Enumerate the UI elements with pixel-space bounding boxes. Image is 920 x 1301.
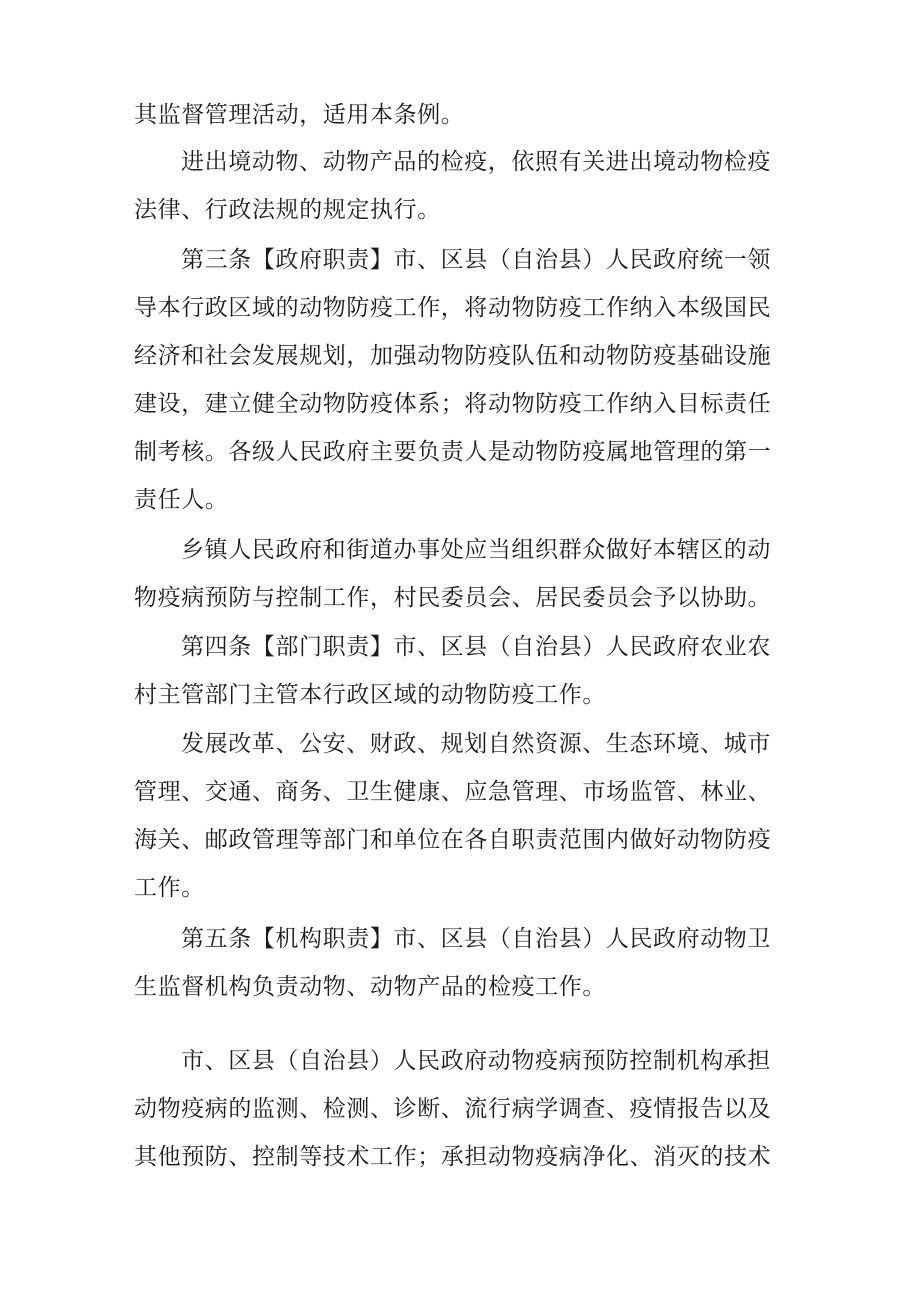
text-line: 制考核。各级人民政府主要负责人是动物防疫属地管理的第一: [134, 439, 772, 465]
paragraph-first-line: 进出境动物、动物产品的检疫，依照有关进出境动物检疫: [181, 149, 771, 175]
text-line: 海关、邮政管理等部门和单位在各自职责范围内做好动物防疫: [134, 827, 772, 853]
article-5-heading-line: 第五条【机构职责】市、区县（自治县）人民政府动物卫: [181, 926, 771, 952]
paragraph-first-line: 发展改革、公安、财政、规划自然资源、生态环境、城市: [181, 731, 771, 757]
text-line: 责任人。: [134, 487, 229, 513]
text-line: 建设，建立健全动物防疫体系；将动物防疫工作纳入目标责任: [134, 391, 772, 417]
text-line: 动物疫病的监测、检测、诊断、流行病学调查、疫情报告以及: [134, 1096, 772, 1122]
article-3-heading-line: 第三条【政府职责】市、区县（自治县）人民政府统一领: [181, 247, 771, 273]
text-line: 经济和社会发展规划，加强动物防疫队伍和动物防疫基础设施: [134, 343, 772, 369]
text-line: 其监督管理活动，适用本条例。: [134, 102, 465, 128]
text-line: 管理、交通、商务、卫生健康、应急管理、市场监管、林业、: [134, 779, 772, 805]
text-line: 其他预防、控制等技术工作；承担动物疫病净化、消灭的技术: [134, 1144, 772, 1170]
text-line: 工作。: [134, 875, 205, 901]
text-line: 导本行政区域的动物防疫工作，将动物防疫工作纳入本级国民: [134, 295, 772, 321]
text-line: 法律、行政法规的规定执行。: [134, 197, 441, 223]
article-4-heading-line: 第四条【部门职责】市、区县（自治县）人民政府农业农: [181, 634, 771, 660]
text-line: 生监督机构负责动物、动物产品的检疫工作。: [134, 974, 606, 1000]
paragraph-first-line: 市、区县（自治县）人民政府动物疫病预防控制机构承担: [181, 1048, 771, 1074]
text-line: 物疫病预防与控制工作，村民委员会、居民委员会予以协助。: [134, 585, 772, 611]
text-line: 村主管部门主管本行政区域的动物防疫工作。: [134, 682, 606, 708]
paragraph-first-line: 乡镇人民政府和街道办事处应当组织群众做好本辖区的动: [181, 537, 771, 563]
